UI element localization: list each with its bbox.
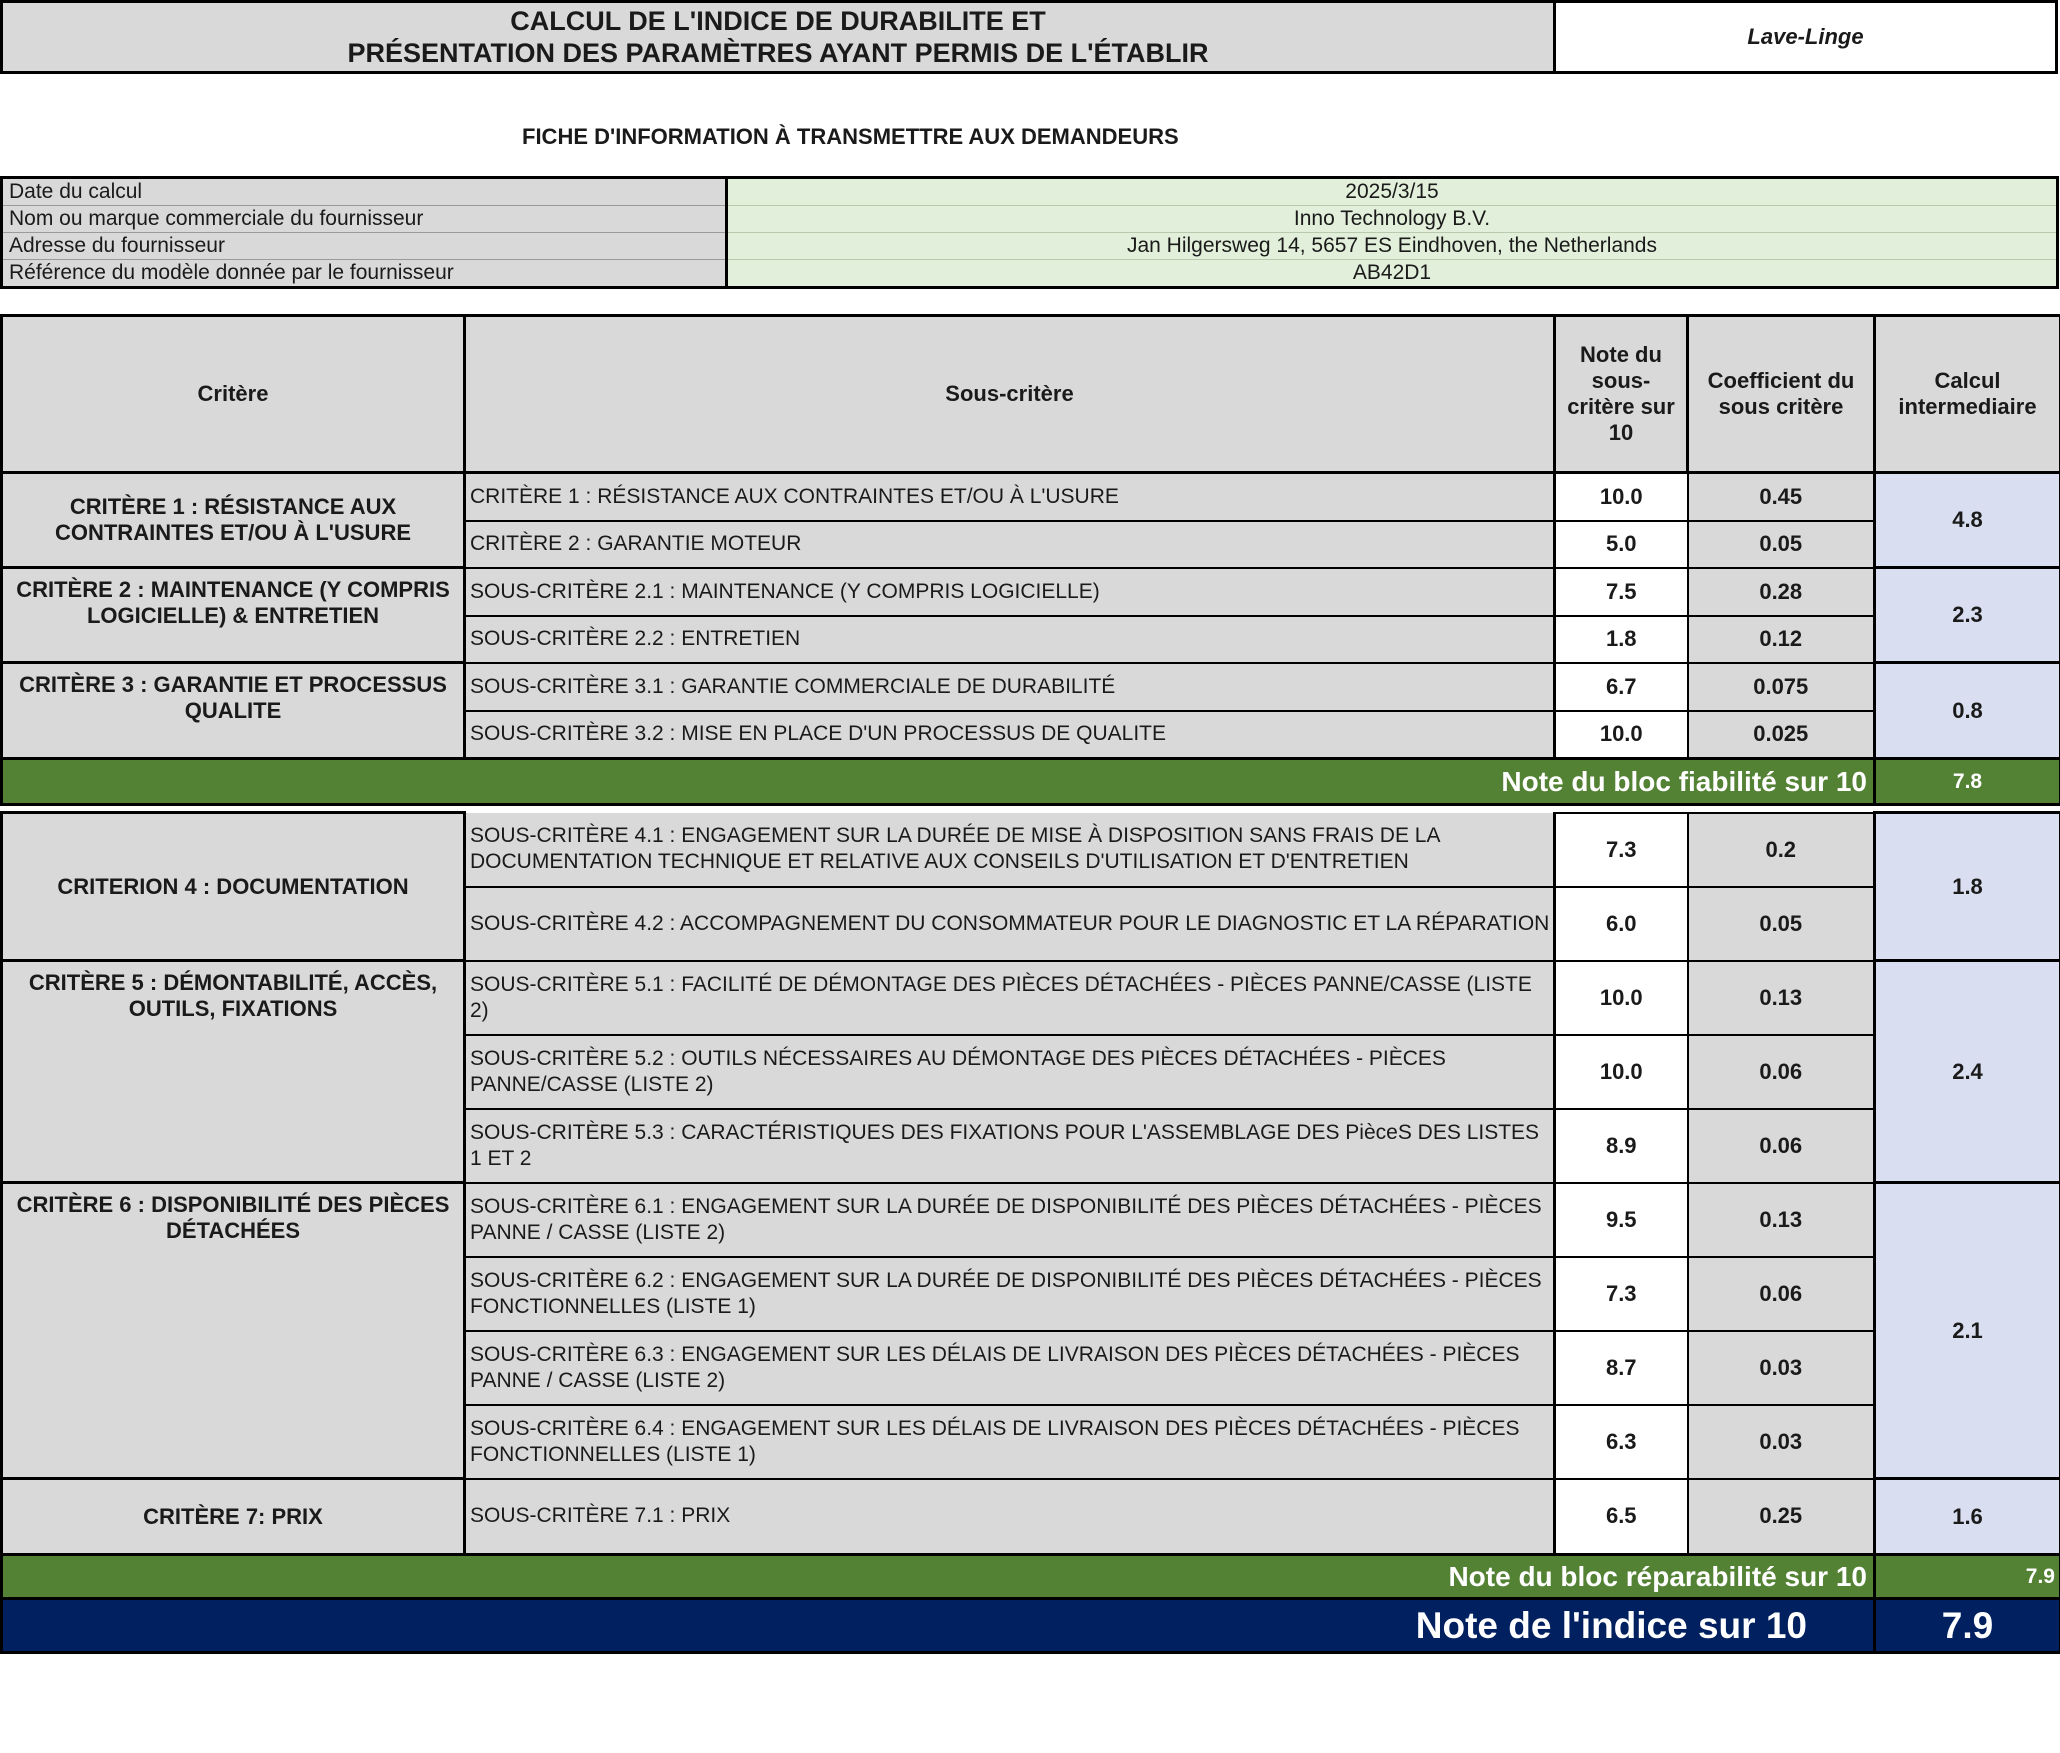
block-reparabilite-row bbox=[2, 1555, 2060, 1599]
subcriterion-label: SOUS-CRITÈRE 4.1 : ENGAGEMENT SUR LA DURÉE DE MISE À DISPOSITION SANS FRAIS DE LA DOCUMENTATION TECHNIQUE ET RELATIVE AUX CONSEILS D'UTILISATION ET D'ENTRETIEN bbox=[465, 813, 1555, 887]
block-fiabilite-row bbox=[2, 759, 2060, 805]
criterion-label: CRITÈRE 2 : MAINTENANCE (Y COMPRIS LOGICIELLE) & ENTRETIEN bbox=[2, 568, 465, 663]
subcriterion-coef: 0.03 bbox=[1688, 1405, 1875, 1479]
table-row bbox=[2, 1479, 2060, 1555]
subcriterion-note: 10.0 bbox=[1555, 711, 1688, 759]
subcriterion-note: 6.7 bbox=[1555, 663, 1688, 711]
column-header-critere: Critère bbox=[2, 316, 465, 473]
criterion-calc: 2.3 bbox=[1875, 568, 2060, 663]
subcriterion-label: SOUS-CRITÈRE 5.1 : FACILITÉ DE DÉMONTAGE DES PIÈCES DÉTACHÉES - PIÈCES PANNE/CASSE (LISTE 2) bbox=[465, 961, 1555, 1035]
subcriterion-note: 8.9 bbox=[1555, 1109, 1688, 1183]
block-reparabilite-value: 7.9 bbox=[1875, 1555, 2060, 1599]
header-row bbox=[2, 316, 2060, 473]
supplier-info-table bbox=[0, 176, 2059, 289]
block-reparabilite-label: Note du bloc réparabilité sur 10 bbox=[2, 1555, 1875, 1599]
criterion-label: CRITÈRE 1 : RÉSISTANCE AUX CONTRAINTES ET/OU À L'USURE bbox=[2, 473, 465, 568]
subcriterion-note: 10.0 bbox=[1555, 961, 1688, 1035]
subcriterion-note: 6.0 bbox=[1555, 887, 1688, 961]
info-label: Nom ou marque commerciale du fournisseur bbox=[2, 206, 727, 233]
info-label: Adresse du fournisseur bbox=[2, 233, 727, 260]
info-value: 2025/3/15 bbox=[727, 178, 2058, 206]
product-category: Lave-Linge bbox=[1553, 0, 2058, 74]
subcriterion-coef: 0.05 bbox=[1688, 887, 1875, 961]
subcriterion-label: SOUS-CRITÈRE 2.1 : MAINTENANCE (Y COMPRIS LOGICIELLE) bbox=[465, 568, 1555, 616]
criterion-calc: 2.1 bbox=[1875, 1183, 2060, 1479]
subcriterion-note: 10.0 bbox=[1555, 473, 1688, 521]
subcriterion-label: SOUS-CRITÈRE 6.1 : ENGAGEMENT SUR LA DURÉE DE DISPONIBILITÉ DES PIÈCES DÉTACHÉES - PIÈCES PANNE / CASSE (LISTE 2) bbox=[465, 1183, 1555, 1257]
subcriterion-note: 10.0 bbox=[1555, 1035, 1688, 1109]
table-row bbox=[2, 813, 2060, 887]
final-index-value: 7.9 bbox=[1875, 1599, 2060, 1653]
criterion-calc: 1.6 bbox=[1875, 1479, 2060, 1555]
criterion-calc: 0.8 bbox=[1875, 663, 2060, 759]
table-row bbox=[2, 473, 2060, 521]
subcriterion-label: CRITÈRE 2 : GARANTIE MOTEUR bbox=[465, 521, 1555, 568]
subcriterion-coef: 0.13 bbox=[1688, 961, 1875, 1035]
info-value: AB42D1 bbox=[727, 260, 2058, 288]
subcriterion-note: 5.0 bbox=[1555, 521, 1688, 568]
document-title bbox=[0, 0, 1556, 74]
subcriterion-coef: 0.075 bbox=[1688, 663, 1875, 711]
block-fiabilite-value: 7.8 bbox=[1875, 759, 2060, 805]
info-label: Référence du modèle donnée par le fournisseur bbox=[2, 260, 727, 288]
final-index-label: Note de l'indice sur 10 bbox=[2, 1599, 1875, 1653]
subcriterion-coef: 0.13 bbox=[1688, 1183, 1875, 1257]
subcriterion-coef: 0.06 bbox=[1688, 1109, 1875, 1183]
subcriterion-note: 6.5 bbox=[1555, 1479, 1688, 1555]
subcriterion-label: SOUS-CRITÈRE 2.2 : ENTRETIEN bbox=[465, 616, 1555, 663]
table-row bbox=[2, 961, 2060, 1035]
info-row bbox=[2, 233, 2058, 260]
criterion-label: CRITÈRE 7: PRIX bbox=[2, 1479, 465, 1555]
subcriterion-label: SOUS-CRITÈRE 5.3 : CARACTÉRISTIQUES DES FIXATIONS POUR L'ASSEMBLAGE DES PièceS DES LISTES 1 ET 2 bbox=[465, 1109, 1555, 1183]
table-row bbox=[2, 663, 2060, 711]
subcriterion-label: SOUS-CRITÈRE 7.1 : PRIX bbox=[465, 1479, 1555, 1555]
subcriterion-coef: 0.45 bbox=[1688, 473, 1875, 521]
info-value: Jan Hilgersweg 14, 5657 ES Eindhoven, the Netherlands bbox=[727, 233, 2058, 260]
column-header-calc: Calcul intermediaire bbox=[1875, 316, 2060, 473]
subtitle: FICHE D'INFORMATION À TRANSMETTRE AUX DEMANDEURS bbox=[522, 124, 1179, 149]
subcriterion-note: 6.3 bbox=[1555, 1405, 1688, 1479]
info-row bbox=[2, 260, 2058, 288]
column-header-coef: Coefficient du sous critère bbox=[1688, 316, 1875, 473]
subcriterion-label: SOUS-CRITÈRE 6.2 : ENGAGEMENT SUR LA DURÉE DE DISPONIBILITÉ DES PIÈCES DÉTACHÉES - PIÈCES FONCTIONNELLES (LISTE 1) bbox=[465, 1257, 1555, 1331]
subcriterion-coef: 0.25 bbox=[1688, 1479, 1875, 1555]
info-row bbox=[2, 206, 2058, 233]
subcriterion-label: SOUS-CRITÈRE 3.1 : GARANTIE COMMERCIALE DE DURABILITÉ bbox=[465, 663, 1555, 711]
spacer-row bbox=[2, 805, 2060, 813]
subcriterion-label: SOUS-CRITÈRE 3.2 : MISE EN PLACE D'UN PROCESSUS DE QUALITE bbox=[465, 711, 1555, 759]
subcriterion-coef: 0.06 bbox=[1688, 1257, 1875, 1331]
subcriterion-coef: 0.025 bbox=[1688, 711, 1875, 759]
criterion-calc: 2.4 bbox=[1875, 961, 2060, 1183]
subcriterion-label: SOUS-CRITÈRE 6.4 : ENGAGEMENT SUR LES DÉLAIS DE LIVRAISON DES PIÈCES DÉTACHÉES - PIÈCES FONCTIONNELLES (LISTE 1) bbox=[465, 1405, 1555, 1479]
subcriterion-label: SOUS-CRITÈRE 4.2 : ACCOMPAGNEMENT DU CONSOMMATEUR POUR LE DIAGNOSTIC ET LA RÉPARATION bbox=[465, 887, 1555, 961]
subcriterion-coef: 0.03 bbox=[1688, 1331, 1875, 1405]
criterion-label: CRITERION 4 : DOCUMENTATION bbox=[2, 813, 465, 961]
info-value: Inno Technology B.V. bbox=[727, 206, 2058, 233]
criterion-label: CRITÈRE 5 : DÉMONTABILITÉ, ACCÈS, OUTILS, FIXATIONS bbox=[2, 961, 465, 1183]
subcriterion-note: 1.8 bbox=[1555, 616, 1688, 663]
final-index-row bbox=[2, 1599, 2060, 1653]
subcriterion-coef: 0.05 bbox=[1688, 521, 1875, 568]
subcriterion-note: 7.3 bbox=[1555, 813, 1688, 887]
subcriterion-coef: 0.12 bbox=[1688, 616, 1875, 663]
subcriterion-note: 9.5 bbox=[1555, 1183, 1688, 1257]
criterion-label: CRITÈRE 3 : GARANTIE ET PROCESSUS QUALITE bbox=[2, 663, 465, 759]
scoring-table bbox=[0, 314, 2060, 1654]
subcriterion-label: CRITÈRE 1 : RÉSISTANCE AUX CONTRAINTES ET/OU À L'USURE bbox=[465, 473, 1555, 521]
criterion-calc: 1.8 bbox=[1875, 813, 2060, 961]
subcriterion-label: SOUS-CRITÈRE 6.3 : ENGAGEMENT SUR LES DÉLAIS DE LIVRAISON DES PIÈCES DÉTACHÉES - PIÈCES PANNE / CASSE (LISTE 2) bbox=[465, 1331, 1555, 1405]
title-line-2: PRÉSENTATION DES PARAMÈTRES AYANT PERMIS DE L'ÉTABLIR bbox=[347, 38, 1209, 68]
subcriterion-note: 8.7 bbox=[1555, 1331, 1688, 1405]
info-row bbox=[2, 178, 2058, 206]
info-label: Date du calcul bbox=[2, 178, 727, 206]
table-row bbox=[2, 568, 2060, 616]
subcriterion-coef: 0.06 bbox=[1688, 1035, 1875, 1109]
subcriterion-note: 7.5 bbox=[1555, 568, 1688, 616]
block-fiabilite-label: Note du bloc fiabilité sur 10 bbox=[2, 759, 1875, 805]
subcriterion-note: 7.3 bbox=[1555, 1257, 1688, 1331]
subcriterion-coef: 0.28 bbox=[1688, 568, 1875, 616]
table-row bbox=[2, 1183, 2060, 1257]
subcriterion-coef: 0.2 bbox=[1688, 813, 1875, 887]
criterion-label: CRITÈRE 6 : DISPONIBILITÉ DES PIÈCES DÉTACHÉES bbox=[2, 1183, 465, 1479]
column-header-note: Note du sous-critère sur 10 bbox=[1555, 316, 1688, 473]
title-line-1: CALCUL DE L'INDICE DE DURABILITE ET bbox=[510, 6, 1046, 36]
subcriterion-label: SOUS-CRITÈRE 5.2 : OUTILS NÉCESSAIRES AU DÉMONTAGE DES PIÈCES DÉTACHÉES - PIÈCES PANNE/CASSE (LISTE 2) bbox=[465, 1035, 1555, 1109]
column-header-sous-critere: Sous-critère bbox=[465, 316, 1555, 473]
criterion-calc: 4.8 bbox=[1875, 473, 2060, 568]
